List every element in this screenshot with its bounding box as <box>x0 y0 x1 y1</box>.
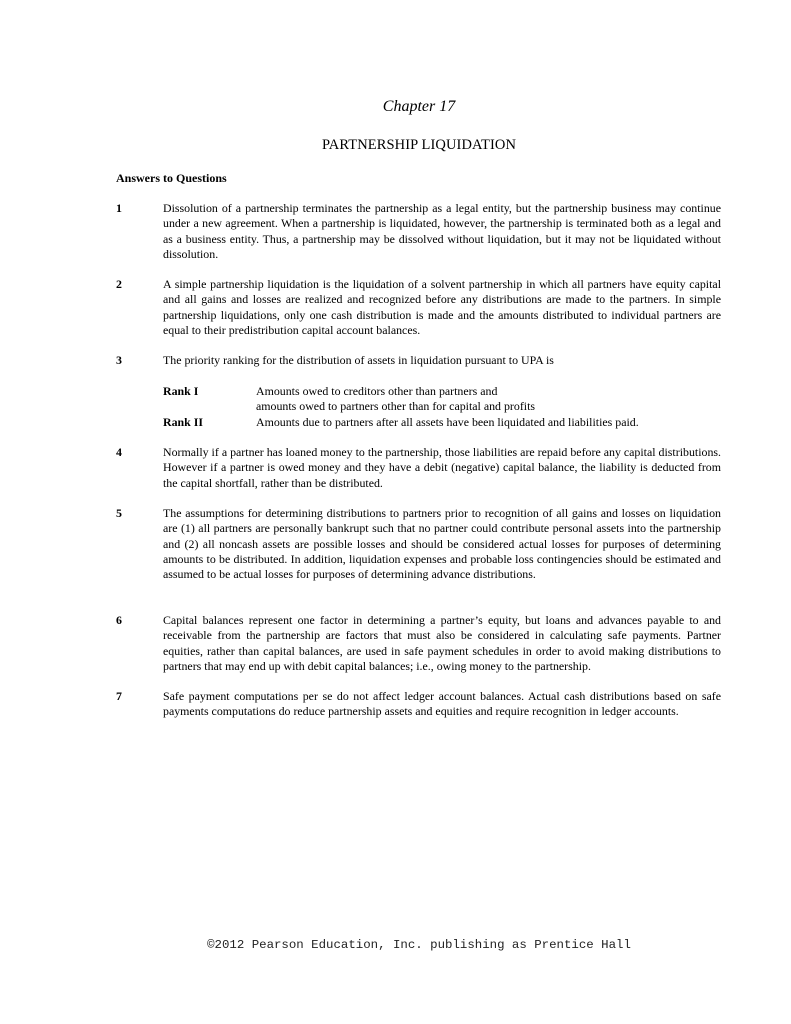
rank-text: amounts owed to partners other than for capital and profits <box>256 399 536 414</box>
answer-text: Safe payment computations per se do not affect ledger account balances. Actual cash distributions based on safe payments computations do reduce partnership assets and equities and require recognition in ledger accounts. <box>163 689 721 719</box>
question-6 <box>116 613 721 674</box>
page-title: PARTNERSHIP LIQUIDATION <box>321 137 517 153</box>
answer-text: Dissolution of a partnership terminates the partnership as a legal entity, but the partnership business may continue under a new agreement. When a partnership is liquidated, however, the partnership is terminated both as a legal and as a business entity. Thus, a partnership may be dissolved without liquidation, but it may not be liquidated without dissolution. <box>163 201 721 261</box>
answer-text: The priority ranking for the distribution of assets in liquidation pursuant to UPA is <box>163 353 554 367</box>
copyright-footer: ©2012 Pearson Education, Inc. publishing as Prentice Hall <box>207 938 631 952</box>
rank-row <box>163 415 723 430</box>
question-7 <box>116 689 721 720</box>
question-number: 4 <box>116 445 122 459</box>
question-number: 2 <box>116 277 122 291</box>
rank-label: Rank I <box>163 384 199 398</box>
question-3 <box>116 353 721 368</box>
answer-text: Normally if a partner has loaned money to the partnership, those liabilities are repaid before any capital distributions. However if a partner is owed money and they have a debit (negative) capital balance, the liability is deducted from the capital shortfall, rather than be distributed. <box>163 445 721 490</box>
rank-label: Rank II <box>163 414 203 429</box>
question-5 <box>116 506 721 582</box>
answer-text: Capital balances represent one factor in determining a partner’s equity, but loans and advances payable to and receivable from the partnership are factors that must also be considered in calculating safe payments. Partner equities, rather than capital balances, are used in safe payment schedules in order to avoid making distributions to partners that may end up with debit capital balances; i.e., owing money to the partnership. <box>163 613 721 673</box>
rank-list <box>163 384 723 430</box>
answer-text: A simple partnership liquidation is the liquidation of a solvent partnership in which all partners have equity capital and all gains and losses are realized and recognized before any distributions are made to the partners. In simple partnership liquidations, only one cash distribution is made and the amounts distributed to individual partners are equal to their predistribution capital account balances. <box>163 277 721 337</box>
rank-text: Amounts owed to creditors other than partners and <box>256 384 498 398</box>
question-number: 6 <box>116 613 122 627</box>
question-2 <box>116 277 721 338</box>
question-number: 3 <box>116 353 122 367</box>
question-number: 1 <box>116 201 122 215</box>
question-1 <box>116 201 721 262</box>
rank-row <box>163 384 723 415</box>
question-number: 5 <box>116 506 122 520</box>
question-4 <box>116 445 721 491</box>
section-subheading: Answers to Questions <box>116 171 227 185</box>
rank-text: Amounts due to partners after all assets have been liquidated and liabilities paid. <box>256 414 639 429</box>
answer-text: The assumptions for determining distributions to partners prior to recognition of all gains and losses on liquidation are (1) all partners are personally bankrupt such that no partner could contribute personal assets into the partnership and (2) all noncash assets are possible losses and should be considered actual losses for purposes of determining amounts to be distributed. In addition, liquidation expenses and probable loss contingencies should be estimated and assumed to be actual losses for purposes of determining advance distributions. <box>163 506 721 582</box>
chapter-heading: Chapter 17 <box>382 98 456 115</box>
question-number: 7 <box>116 689 122 703</box>
